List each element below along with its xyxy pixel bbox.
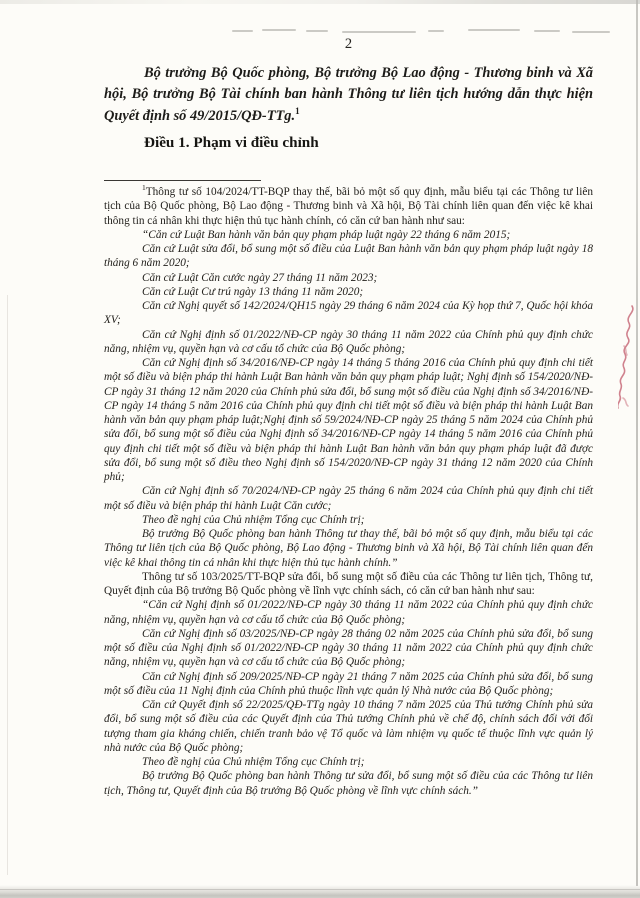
footnote-paragraph: Bộ trưởng Bộ Quốc phòng ban hành Thông tư thay thế, bãi bỏ một số quy định, mẫu biểu tại các Thông tư liên tịch của Bộ Quốc phòng, Bộ Lao động - Thương binh và Xã hội, Bộ Tài chính liên quan đến việc kê khai thông tin cá nhân khi thực hiện thủ tục hành chính.” [104, 528, 593, 569]
page-number: 2 [344, 36, 353, 52]
footnote-paragraph: Căn cứ Nghị định số 70/2024/NĐ-CP ngày 25 tháng 6 năm 2024 của Chính phủ quy định chi tiết một số điều và biện pháp thi hành Luật Căn cước; [104, 485, 593, 512]
intro-paragraph-text: Bộ trưởng Bộ Quốc phòng, Bộ trưởng Bộ Lao động - Thương binh và Xã hội, Bộ trưởng Bộ Tài chính ban hành Thông tư liên tịch hướng dẫn thực hiện Quyết định số 49/2015/QĐ-TTg. [104, 65, 593, 124]
footnote-paragraph: “Căn cứ Nghị định số 01/2022/NĐ-CP ngày 30 tháng 11 năm 2022 của Chính phủ quy định chức năng, nhiệm vụ, quyền hạn và cơ cấu tổ chức của Bộ Quốc phòng; [104, 599, 593, 626]
footnote-paragraph: Theo đề nghị của Chủ nhiệm Tổng cục Chính trị; [142, 513, 365, 526]
footnote-paragraph: Bộ trưởng Bộ Quốc phòng ban hành Thông tư sửa đổi, bổ sung một số điều của các Thông tư liên tịch, Thông tư, Quyết định của Bộ trưởng Bộ Quốc phòng về lĩnh vực chính sách.” [104, 770, 593, 797]
scan-edge-bottom [0, 885, 640, 898]
footnote-paragraph: Thông tư số 103/2025/TT-BQP sửa đổi, bổ sung một số điều của các Thông tư liên tịch, Thông tư, Quyết định của Bộ trưởng Bộ Quốc phòng về lĩnh vực chính sách, có căn cứ ban hành như sau: [104, 570, 593, 598]
footnote-paragraph: Căn cứ Luật sửa đổi, bổ sung một số điều của Luật Ban hành văn bản quy phạm pháp luật ngày 18 tháng 6 năm 2020; [104, 243, 593, 270]
footnote-paragraph: $^1$Thông tư số 104/2024/TT-BQP thay thế, bãi bỏ một số quy định, mẫu biểu tại các Thông tư liên tịch của Bộ Quốc phòng, Bộ Lao động - Thương binh và Xã hội, Bộ Tài chính liên quan đến việc kê khai thông tin cá nhân khi thực hiện thủ tục hành chính, có căn cứ ban hành như sau: [104, 183, 593, 227]
scan-edge-bottom-line [0, 889, 640, 891]
footnote-paragraph: “Căn cứ Luật Ban hành văn bản quy phạm pháp luật ngày 22 tháng 6 năm 2015; [142, 228, 511, 241]
footnote-separator-rule [104, 180, 261, 181]
footnote-paragraph: Căn cứ Quyết định số 22/2025/QĐ-TTg ngày 10 tháng 7 năm 2025 của Thủ tướng Chính phủ sửa đổi, bổ sung một số điều của các Quyết định của Thủ tướng Chính phủ về chế độ, chính sách đối với đối tượng tham gia kháng chiến, chiến tranh bảo vệ Tổ quốc và làm nhiệm vụ quốc tế thuộc lĩnh vực quản lý nhà nước của Bộ Quốc phòng; [104, 699, 593, 754]
footnote-paragraph: Căn cứ Nghị định số 209/2025/NĐ-CP ngày 21 tháng 7 năm 2025 của Chính phủ sửa đổi, bổ sung một số điều của 11 Nghị định của Chính phủ thuộc lĩnh vực quản lý Nhà nước của Bộ Quốc phòng; [104, 670, 593, 697]
footnote-paragraph: Căn cứ Nghị định số 34/2016/NĐ-CP ngày 14 tháng 5 tháng 2016 của Chính phủ quy định chi tiết một số điều và biện pháp thi hành Luật Ban hành văn bản quy phạm pháp luật; Nghị định số 154/2020/NĐ- CP ngày 31 tháng 12 năm 2020 của Chính phủ sửa đổi, bổ sung một số điều của Nghị định số 34/2016/NĐ-CP ngày 14 tháng 5 năm 2016 của Chính phủ quy định chi tiết một số điều và biện pháp thi hành Luật Ban hành văn bản quy phạm pháp luật;Nghị định số 59/2024/NĐ-CP ngày 25 tháng 5 năm 2024 của Chính phủ sửa đổi, bổ sung một số điều của Nghị định số 34/2016/NĐ-CP ngày 14 tháng 5 năm 2016 của Chính phủ quy định chi tiết một số điều và biện pháp thi hành Luật Ban hành văn bản quy phạm pháp luật đã được sửa đổi, bổ sung một số điều theo Nghị định số 154/2020/NĐ-CP ngày 31 tháng 12 năm 2020 của Chính phủ; [104, 357, 593, 484]
footnote-paragraph: Căn cứ Nghị quyết số 142/2024/QH15 ngày 29 tháng 6 năm 2024 của Kỳ họp thứ 7, Quốc hội khóa XV; [104, 300, 593, 327]
page-content [104, 0, 593, 798]
red-pen-mark [618, 302, 640, 424]
footnote-reference: 1 [295, 106, 300, 117]
footnote-paragraph: Căn cứ Luật Cư trú ngày 13 tháng 11 năm 2020; [142, 285, 364, 298]
footnote-paragraph: Căn cứ Nghị định số 03/2025/NĐ-CP ngày 28 tháng 02 năm 2025 của Chính phủ sửa đổi, bổ sung một số điều của Nghị định số 01/2022/NĐ-CP ngày 30 tháng 11 năm 2022 của Chính phủ quy định chức năng, nhiệm vụ, quyền hạn và cơ cấu tổ chức của Bộ Quốc phòng; [104, 627, 593, 669]
footnote-list [104, 185, 593, 798]
article-1-heading: Điều 1. Phạm vi điều chỉnh [144, 134, 319, 152]
footnote-marker: 1 [142, 183, 146, 193]
intro-paragraph [104, 63, 593, 127]
scan-edge-left [7, 295, 8, 875]
footnote-paragraph: Theo đề nghị của Chủ nhiệm Tổng cục Chính trị; [142, 756, 365, 769]
footnote-paragraph: Căn cứ Nghị định số 01/2022/NĐ-CP ngày 30 tháng 11 năm 2022 của Chính phủ quy định chức năng, nhiệm vụ, quyền hạn và cơ cấu tổ chức của Bộ Quốc phòng; [104, 328, 593, 355]
scan-edge-right [636, 0, 638, 886]
footnote-paragraph: Căn cứ Luật Căn cước ngày 27 tháng 11 năm 2023; [142, 271, 378, 284]
